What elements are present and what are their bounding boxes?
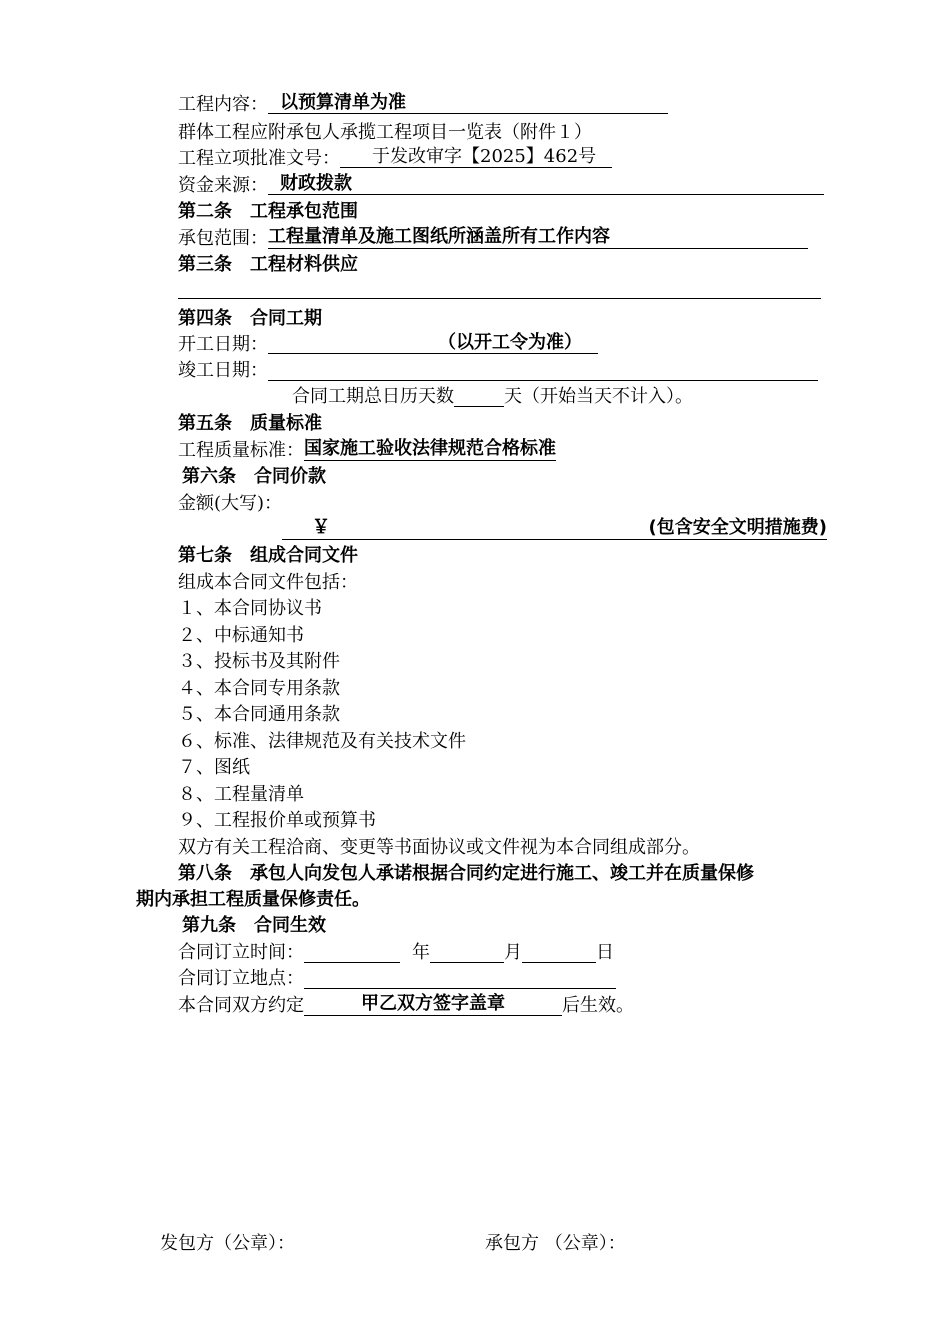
days-row: [292, 384, 693, 410]
list-item: ９、工程报价单或预算书: [178, 810, 376, 831]
list-item: ７、图纸: [178, 757, 250, 778]
days-suffix: 天（开始当天不计入）。: [504, 386, 693, 407]
time-label: 合同订立时间：: [178, 942, 304, 963]
content-row: [178, 92, 668, 118]
day-blank: [522, 940, 596, 963]
sign-time-row: [178, 940, 614, 966]
end-label: 竣工日期：: [178, 360, 268, 381]
place-label: 合同订立地点：: [178, 968, 304, 989]
list-item: ６、标准、法律规范及有关技术文件: [178, 731, 466, 752]
article8-line2: 期内承担工程质量保修责任。: [136, 889, 370, 910]
place-blank: [304, 966, 616, 989]
approval-row: [178, 146, 612, 172]
day-label: 日: [596, 942, 614, 963]
content-label: 工程内容：: [178, 94, 268, 115]
currency-symbol: ￥: [312, 517, 330, 538]
end-row: [178, 358, 818, 384]
start-row: [178, 332, 598, 358]
fund-value: 财政拨款: [268, 173, 824, 195]
article2-title: 第二条 工程承包范围: [178, 201, 358, 222]
month-label: 月: [504, 942, 522, 963]
employer-seal-label: 发包方（公章）：: [160, 1233, 295, 1254]
month-blank: [430, 940, 504, 963]
amount-blank: [282, 517, 827, 540]
article7-intro: 组成本合同文件包括：: [178, 572, 358, 593]
list-item: ８、工程量清单: [178, 784, 304, 805]
agree-prefix: 本合同双方约定: [178, 995, 304, 1016]
fund-label: 资金来源：: [178, 175, 268, 196]
days-prefix: 合同工期总日历天数: [292, 386, 454, 407]
article5-title: 第五条 质量标准: [178, 413, 322, 434]
list-item: ５、本合同通用条款: [178, 704, 340, 725]
article9-title: 第九条 合同生效: [182, 915, 326, 936]
list-item: ２、中标通知书: [178, 625, 304, 646]
scope-label: 承包范围：: [178, 228, 268, 249]
effect-row: [178, 993, 634, 1019]
contractor-seal-label: 承包方 （公章）：: [485, 1233, 626, 1254]
quality-value: 国家施工验收法律规范合格标准: [304, 438, 556, 459]
article7-outro: 双方有关工程洽商、变更等书面协议或文件视为本合同组成部分。: [178, 837, 700, 858]
article6-title: 第六条 合同价款: [182, 466, 326, 487]
agree-suffix: 后生效。: [562, 995, 634, 1016]
article8-line1: 第八条 承包人向发包人承诺根据合同约定进行施工、竣工并在质量保修: [178, 863, 754, 884]
amount-row: [282, 517, 827, 543]
amount-note: (包含安全文明措施费): [648, 517, 827, 538]
material-blank-line: [178, 298, 821, 299]
end-blank: [268, 358, 818, 381]
start-label: 开工日期：: [178, 334, 268, 355]
approval-label: 工程立项批准文号：: [178, 148, 340, 169]
quality-row: [178, 438, 556, 464]
content-value: 以预算清单为准: [268, 92, 668, 114]
article3-title: 第三条 工程材料供应: [178, 254, 358, 275]
start-value: （以开工令为准）: [268, 332, 598, 354]
quality-label: 工程质量标准：: [178, 440, 304, 461]
approval-value: 于发改审字【2025】462号: [340, 146, 612, 168]
amount-label: 金额(大写)：: [178, 493, 283, 514]
fund-row: [178, 173, 824, 199]
scope-row: [178, 226, 808, 252]
year-blank: [304, 940, 400, 963]
article4-title: 第四条 合同工期: [178, 308, 322, 329]
agree-value: 甲乙双方签字盖章: [304, 993, 562, 1016]
days-blank: [454, 384, 504, 407]
year-label: 年: [412, 942, 430, 963]
scope-value: 工程量清单及施工图纸所涵盖所有工作内容: [268, 226, 808, 249]
group-note: 群体工程应附承包人承揽工程项目一览表（附件１）: [178, 122, 592, 143]
list-item: ４、本合同专用条款: [178, 678, 340, 699]
list-item: １、本合同协议书: [178, 598, 322, 619]
sign-place-row: [178, 966, 616, 992]
article7-title: 第七条 组成合同文件: [178, 545, 358, 566]
list-item: ３、投标书及其附件: [178, 651, 340, 672]
